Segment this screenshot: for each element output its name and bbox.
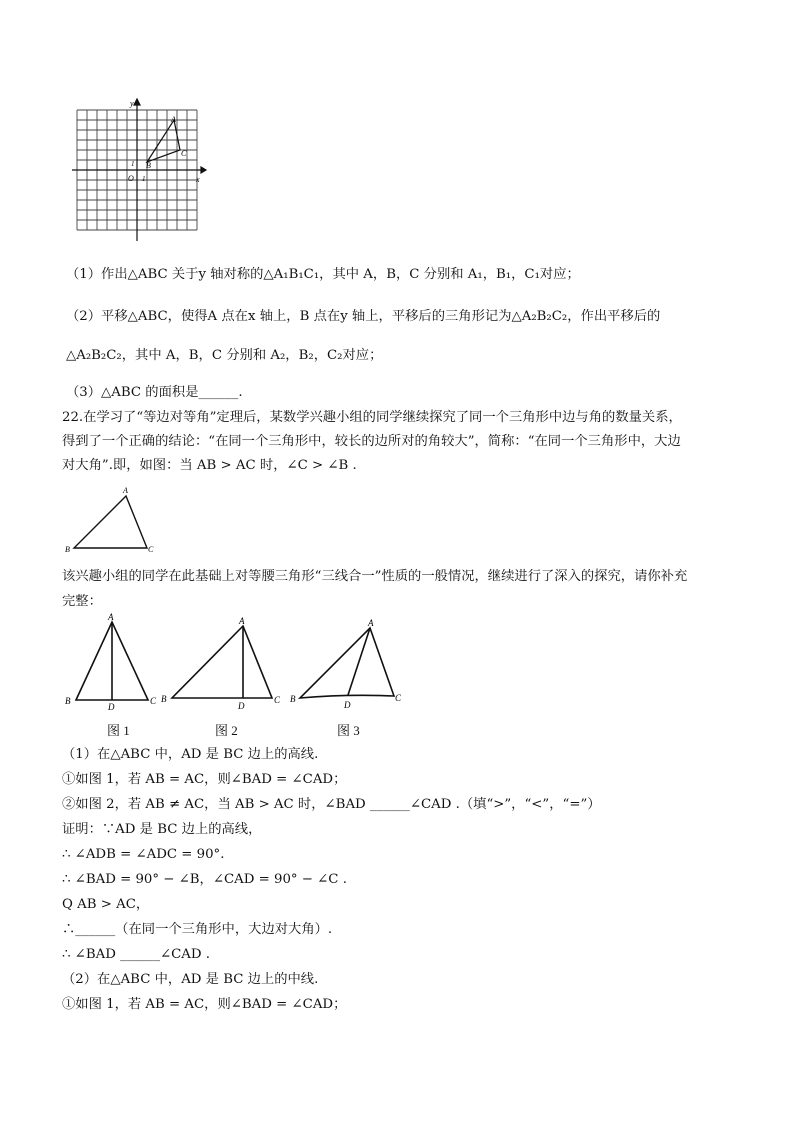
fig3-point-d: D	[344, 700, 351, 710]
figure-3	[288, 612, 408, 712]
fig2-point-d: D	[238, 701, 245, 711]
figure-1-caption: 图 1	[107, 723, 130, 738]
q22-intro-line1: 22.在学习了“等边对等角”定理后，某数学兴趣小组的同学继续探究了同一个三角形中边与角的数量关系，	[62, 410, 682, 425]
figure-3-caption: 图 3	[337, 723, 360, 738]
x-axis-arrow	[201, 167, 206, 173]
proof-line-4: Q AB > AC，	[62, 897, 150, 912]
fig2-vertex-b: B	[161, 694, 167, 704]
fig1-vertex-b: B	[65, 696, 71, 706]
triangle-abc	[147, 120, 180, 162]
fig1-vertex-a: A	[108, 612, 114, 622]
q21-part1: （1）作出△ABC 关于y 轴对称的△A₁B₁C₁，其中 A，B，C 分别和 A₁，B₁，C₁对应；	[66, 267, 580, 282]
x-axis-label: x	[196, 175, 200, 184]
figure-2	[160, 612, 290, 712]
figure-1	[60, 612, 164, 712]
q22-p1-item1: ①如图 1，若 AB = AC，则∠BAD = ∠CAD；	[62, 772, 347, 787]
fig3-vertex-a: A	[368, 618, 374, 628]
q22-intro-line3: 对大角”.即，如图：当 AB > AC 时，∠C > ∠B .	[62, 458, 357, 473]
q21-part2-line1: （2）平移△ABC，使得A 点在x 轴上，B 点在y 轴上，平移后的三角形记为△A₂B₂C₂，作出平移后的	[66, 309, 661, 324]
q21-part2-line2: △A₂B₂C₂，其中 A，B，C 分别和 A₂，B₂，C₂对应；	[66, 348, 383, 363]
example-vertex-b: B	[65, 545, 70, 554]
origin-label: O	[128, 174, 134, 183]
coordinate-grid-figure	[70, 98, 210, 248]
proof-line-1: 证明：∵AD 是 BC 边上的高线，	[62, 822, 262, 837]
y-axis-label: y	[130, 99, 134, 108]
fig2-vertex-c: C	[274, 695, 281, 705]
proof-line-6: ∴ ∠BAD ______∠CAD .	[62, 947, 211, 962]
proof-line-5: ∴______（在同一个三角形中，大边对大角）.	[62, 922, 333, 937]
example-vertex-a: A	[123, 486, 128, 495]
q22-p2-title: （2）在△ABC 中，AD 是 BC 边上的中线.	[62, 972, 319, 987]
fig1-point-d: D	[108, 702, 115, 712]
q21-part3: （3）△ABC 的面积是______.	[66, 385, 243, 400]
fig3-vertex-c: C	[395, 693, 402, 703]
fig1-vertex-c: C	[150, 696, 157, 706]
q22-p1-title: （1）在△ABC 中，AD 是 BC 边上的高线.	[62, 747, 319, 762]
vertex-b-label: B	[146, 161, 151, 170]
vertex-a-label: A	[171, 115, 176, 124]
q22-explore-line2: 完整：	[62, 594, 102, 609]
figure-2-caption: 图 2	[215, 723, 238, 738]
proof-line-2: ∴ ∠ADB = ∠ADC = 90°.	[62, 847, 225, 862]
example-triangle	[74, 496, 147, 548]
fig2-vertex-a: A	[239, 616, 245, 626]
y-axis-arrow	[134, 99, 140, 105]
q22-intro-line2: 得到了一个正确的结论：“在同一个三角形中，较长的边所对的角较大”，简称：“在同一个三角形中，大边	[62, 434, 681, 449]
q22-p2-item1: ①如图 1，若 AB = AC，则∠BAD = ∠CAD；	[62, 997, 347, 1012]
unit-label-x: 1	[142, 175, 146, 183]
proof-line-3: ∴ ∠BAD = 90° − ∠B，∠CAD = 90° − ∠C .	[62, 872, 347, 887]
unit-label-y: 1	[131, 160, 135, 168]
fig3-vertex-b: B	[290, 694, 296, 704]
vertex-c-label: C	[181, 149, 187, 158]
example-vertex-c: C	[148, 545, 154, 554]
q22-explore-line1: 该兴趣小组的同学在此基础上对等腰三角形“三线合一”性质的一般情况，继续进行了深入的探究，请你补充	[62, 569, 688, 584]
example-triangle-figure	[62, 482, 172, 556]
q22-p1-item2: ②如图 2，若 AB ≠ AC，当 AB > AC 时，∠BAD ______∠CAD .（填“>”，“<”，“=”）	[62, 797, 601, 812]
